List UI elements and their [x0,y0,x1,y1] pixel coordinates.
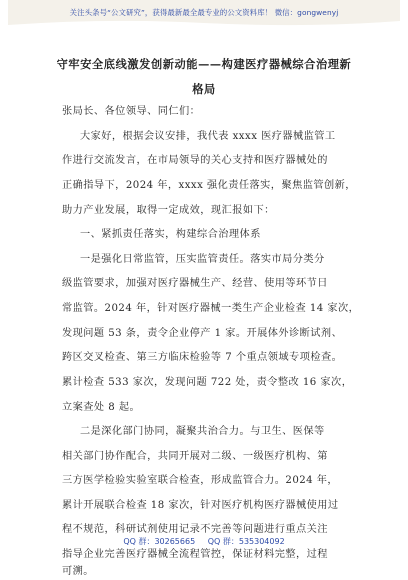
header-banner [8,0,400,30]
document-title-line-1: 守牢安全底线激发创新动能——构建医疗器械综合治理新 [56,57,352,71]
section-heading: 一、紧抓责任落实，构建综合治理体系 [80,229,261,240]
footer-qq-group-2[interactable]: QQ 群：535304092 [207,537,285,546]
salutation-line: 张局长、各位领导、同仁们： [62,106,201,117]
body-line: 常监管。2024 年，针对医疗器械一类生产企业检查 14 家次， [62,303,360,314]
banner-text[interactable]: 关注头条号“公文研究”，获得最新最全最专业的公文资料库！ 微信：gongwenyj [69,8,339,17]
body-line: 作进行交流发言，在市局领导的关心支持和医疗器械处的 [62,155,328,166]
body-line: 相关部门协作配合，共同开展对二级、一级医疗机构、第 [62,451,328,462]
body-line: 级监管要求，加强对医疗器械生产、经营、使用等环节日 [62,278,328,289]
body-line: 累计开展联合检查 18 家次，针对医疗机构医疗器械使用过 [62,500,339,511]
body-line: 发现问题 53 条，责令企业停产 1 家。开展体外诊断试剂、 [62,328,343,339]
footer-contact [0,536,408,547]
body-line: 可溯。 [62,566,94,577]
body-line: 立案查处 8 起。 [62,402,141,413]
body-line: 助力产业发展，取得一定成效，现汇报如下： [62,205,275,216]
body-line: 累计检查 533 家次，发现问题 722 处，责令整改 16 家次， [62,377,353,388]
footer-qq-group-1[interactable]: QQ 群：30265665 [123,537,196,546]
body-line: 二是深化部门协同，凝聚共治合力。与卫生、医保等 [80,426,325,437]
body-line: 三方医学检验实验室联合检查，形成监管合力。2024 年， [62,475,339,486]
body-line: 大家好，根据会议安排，我代表 xxxx 医疗器械监管工 [80,131,336,142]
body-line: 指导企业完善医疗器械全流程管控，保证材料完整，过程 [62,549,328,560]
body-line: 程不规范，科研试剂使用记录不完善等问题进行重点关注 [62,524,328,535]
body-line: 正确指导下，2024 年，xxxx 强化责任落实，聚焦监管创新， [62,180,356,191]
body-line: 跨区交叉检查、第三方临床检验等 7 个重点领域专项检查。 [62,352,343,363]
document-title-line-2: 格局 [192,82,216,96]
body-line: 一是强化日常监管，压实监管责任。落实市局分类分 [80,254,325,265]
